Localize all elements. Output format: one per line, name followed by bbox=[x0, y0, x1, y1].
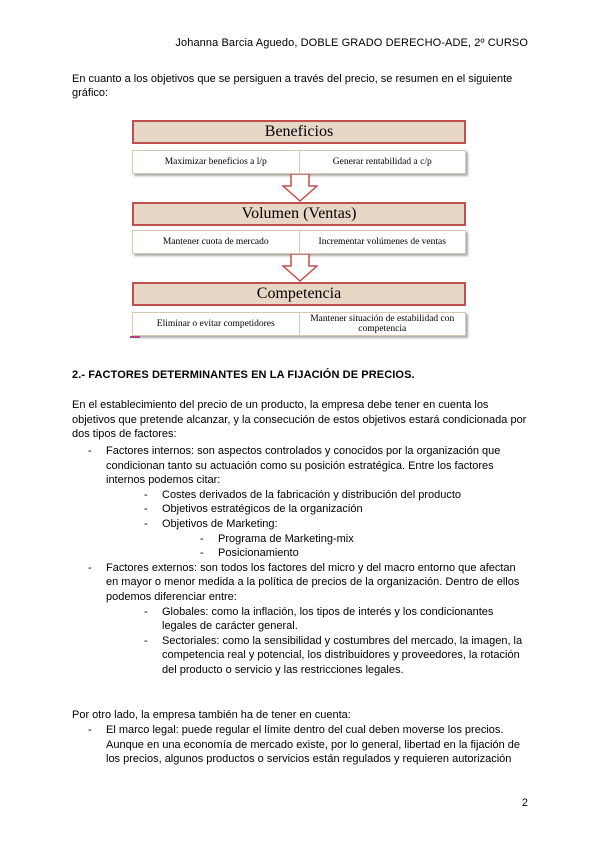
list-item bbox=[142, 502, 528, 517]
diagram-sub-volumen bbox=[132, 230, 466, 254]
list-item-text: Posicionamiento bbox=[218, 547, 299, 560]
diagram-title-competencia: Competencia bbox=[132, 282, 466, 306]
list-item bbox=[142, 517, 528, 561]
list-item bbox=[198, 532, 528, 547]
diagram-title-volumen: Volumen (Ventas) bbox=[132, 202, 466, 226]
factors-list bbox=[72, 444, 528, 678]
diagram-cell-left: Eliminar o evitar competidores bbox=[156, 319, 275, 329]
list-item-internos bbox=[72, 444, 528, 561]
diagram-cell-right: Mantener situación de estabilidad con competencia bbox=[299, 313, 466, 335]
section-title: 2.- FACTORES DETERMINANTES EN LA FIJACIÓN DE PRECIOS. bbox=[72, 369, 415, 381]
list-dash: - bbox=[88, 561, 92, 574]
legal-list bbox=[72, 723, 528, 767]
list-item-externos bbox=[72, 561, 528, 678]
list-dash: - bbox=[144, 503, 148, 516]
list-item-text: Programa de Marketing-mix bbox=[218, 532, 354, 545]
list-dash: - bbox=[144, 488, 148, 501]
list-item bbox=[198, 546, 528, 561]
diagram-title-beneficios: Beneficios bbox=[132, 120, 466, 144]
list-item bbox=[142, 634, 528, 678]
diagram-cell-right: Generar rentabilidad a c/p bbox=[299, 151, 466, 173]
down-arrow-icon bbox=[282, 254, 318, 282]
list-dash: - bbox=[200, 532, 204, 545]
intro-paragraph: En cuanto a los objetivos que se persiguen a través del precio, se resumen en el siguiente gráfico: bbox=[72, 73, 513, 99]
list-dash: - bbox=[144, 605, 148, 618]
list-item-legal bbox=[72, 723, 528, 767]
diagram-cell-left: Maximizar beneficios a l/p bbox=[164, 157, 267, 167]
diagram-sub-competencia bbox=[132, 312, 466, 336]
diagram-cell-right: Incrementar volúmenes de ventas bbox=[299, 231, 466, 253]
factors-paragraph: En el establecimiento del precio de un producto, la empresa debe tener en cuenta los objetivos que pretende alcanzar, y la consecución de estos objetivos estará condicionada por dos tipos de factores: bbox=[72, 399, 527, 441]
list-item-text: Objetivos estratégicos de la organización bbox=[162, 503, 363, 516]
other-paragraph: Por otro lado, la empresa también ha de tener en cuenta: bbox=[72, 709, 351, 721]
list-item-text: Sectoriales: como la sensibilidad y costumbres del mercado, la imagen, la competencia real y potencial, los distribuidores y proveedores, la rotación del producto o servicio y las restricciones legales. bbox=[162, 634, 523, 676]
list-item bbox=[142, 488, 528, 503]
page-number: 2 bbox=[521, 797, 528, 809]
externos-text: Factores externos: son todos los factores del micro y del macro entorno que afectan en mayor o menor medida a la política de precios de la organización. Dentro de ellos podemos diferenciar entre: bbox=[106, 561, 520, 603]
down-arrow-icon bbox=[282, 174, 318, 202]
internos-text: Factores internos: son aspectos controlados y conocidos por la organización que condicionan tanto su actuación como su posición estratégica. Entre los factores internos podemos citar: bbox=[106, 445, 501, 487]
list-item bbox=[142, 605, 528, 634]
legal-text: El marco legal: puede regular el límite dentro del cual deben moverse los precios. Aunque en una economía de mercado existe, por lo general, libertad en la fijación de los precios, algunos productos o servicios están regulados y requieren autorización bbox=[106, 724, 520, 766]
decorative-mark bbox=[130, 336, 140, 338]
list-item-text: Objetivos de Marketing: bbox=[162, 517, 278, 530]
list-dash: - bbox=[200, 547, 204, 560]
list-item-text: Costes derivados de la fabricación y distribución del producto bbox=[162, 488, 461, 501]
objectives-diagram bbox=[130, 120, 470, 338]
list-dash: - bbox=[144, 634, 148, 647]
list-dash: - bbox=[88, 724, 92, 736]
list-dash: - bbox=[88, 445, 92, 457]
list-dash: - bbox=[144, 517, 148, 530]
diagram-sub-beneficios bbox=[132, 150, 466, 174]
page-header: Johanna Barcia Aguedo, DOBLE GRADO DERECHO-ADE, 2º CURSO bbox=[175, 37, 528, 49]
diagram-cell-left: Mantener cuota de mercado bbox=[162, 237, 269, 247]
list-item-text: Globales: como la inflación, los tipos de interés y los condicionantes legales de carácter general. bbox=[162, 605, 494, 633]
